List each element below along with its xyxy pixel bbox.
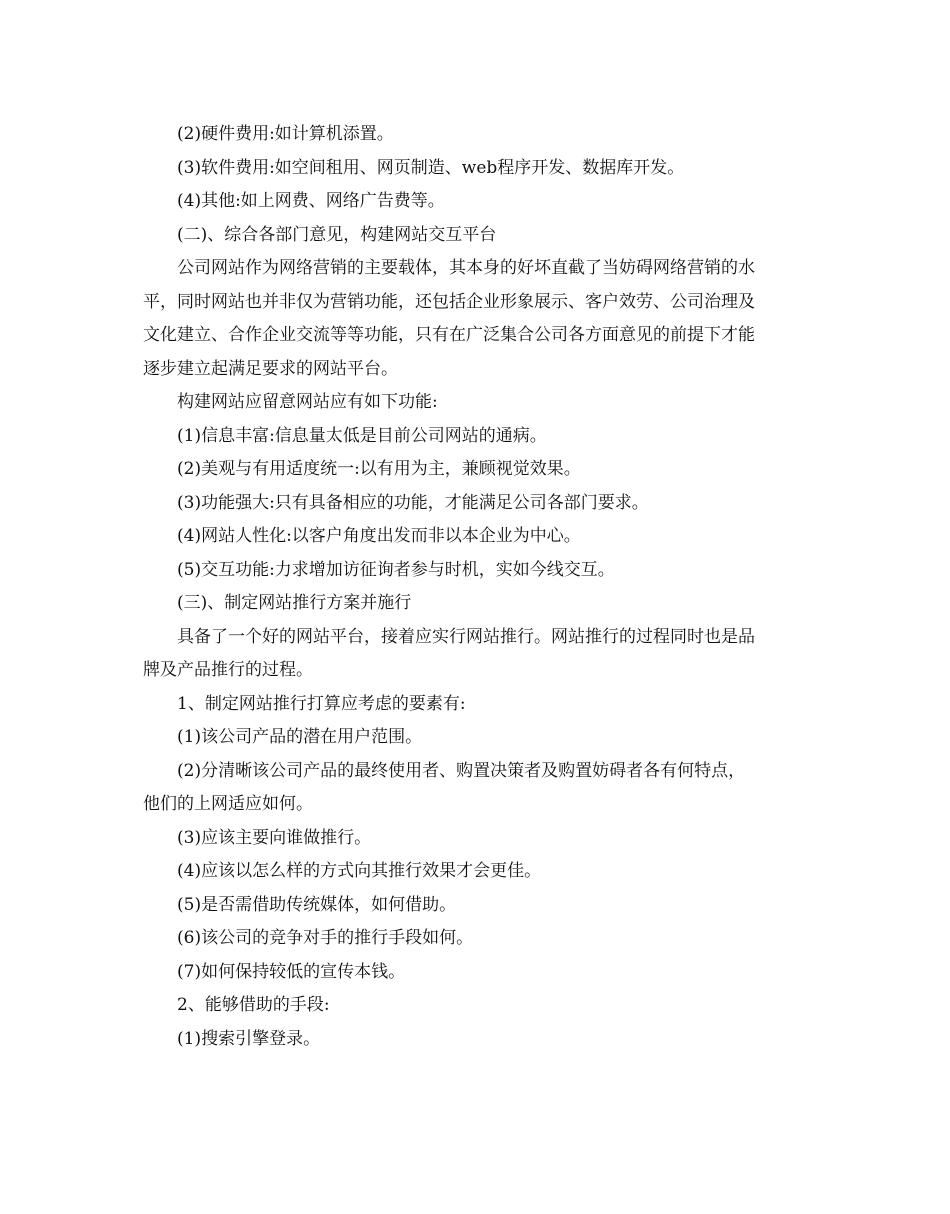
text-line: (5)是否需借助传统媒体，如何借助。 [177,894,457,915]
text-line: (2)分清晰该公司产品的最终使用者、购置决策者及购置妨碍者各有何特点， [177,760,746,781]
document-body [143,118,811,1056]
text-line: (2)硬件费用:如计算机添置。 [177,124,394,144]
text-line: (3)应该主要向谁做推行。 [177,827,372,848]
text-line: 逐步建立起满足要求的网站平台。 [143,358,398,379]
text-line: 牌及产品推行的过程。 [143,660,313,680]
text-line: (6)该公司的竞争对手的推行手段如何。 [177,928,474,948]
text-line: 公司网站作为网络营销的主要载体，其本身的好坏直截了当妨碍网络营销的水 [177,258,755,278]
text-line: 平，同时网站也并非仅为营销功能，还包括企业形象展示、客户效劳、公司治理及 [143,291,755,312]
text-line: 2、能够借助的手段: [177,995,330,1015]
text-line: (2)美观与有用适度统一:以有用为主，兼顾视觉效果。 [177,459,581,479]
text-line: 具备了一个好的网站平台，接着应实行网站推行。网站推行的过程同时也是品 [177,626,755,647]
text-line: (4)应该以怎么样的方式向其推行效果才会更佳。 [177,861,542,881]
text-line: (三)、制定网站推行方案并施行 [177,593,412,613]
text-line: (二)、综合各部门意见，构建网站交互平台 [177,224,497,245]
text-line: (5)交互功能:力求增加访征询者参与时机，实如今线交互。 [177,559,615,580]
text-line: 他们的上网适应如何。 [143,794,313,814]
text-line: (1)信息丰富:信息量太低是目前公司网站的通病。 [177,425,547,446]
text-line: 文化建立、合作企业交流等等功能，只有在广泛集合公司各方面意见的前提下才能 [143,325,755,345]
text-line: (4)其他:如上网费、网络广告费等。 [177,191,445,211]
text-line: (3)功能强大:只有具备相应的功能，才能满足公司各部门要求。 [177,492,649,513]
text-line: (1)搜索引擎登录。 [177,1028,321,1049]
text-line: 1、制定网站推行打算应考虑的要素有: [177,693,466,714]
text-line: (4)网站人性化:以客户角度出发而非以本企业为中心。 [177,526,581,546]
text-line: (3)软件费用:如空间租用、网页制造、web程序开发、数据库开发。 [177,157,685,178]
text-line: (7)如何保持较低的宣传本钱。 [177,961,406,982]
text-line: (1)该公司产品的潜在用户范围。 [177,727,423,747]
text-line: 构建网站应留意网站应有如下功能: [177,392,438,412]
